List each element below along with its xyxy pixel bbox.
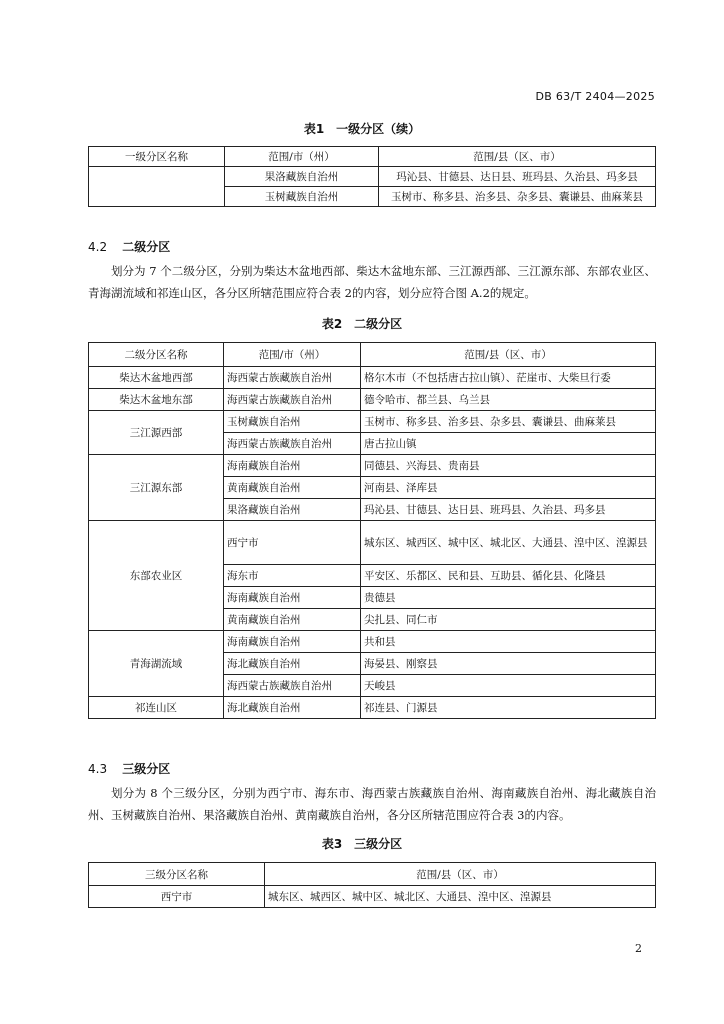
table-cell: 海南藏族自治州 — [224, 587, 361, 609]
table-row — [89, 389, 656, 411]
table-row — [89, 367, 656, 389]
table-cell: 贵德县 — [361, 587, 656, 609]
table-cell: 海南藏族自治州 — [224, 631, 361, 653]
zone-name-cell: 三江源东部 — [89, 455, 224, 521]
table-cell: 海西蒙古族藏族自治州 — [224, 675, 361, 697]
document-code-header: DB 63/T 2404—2025 — [535, 90, 655, 103]
table-header-cell: 三级分区名称 — [89, 863, 265, 886]
table-header-cell: 范围/市（州） — [225, 147, 379, 167]
table-cell: 玉树藏族自治州 — [225, 187, 379, 207]
table-cell: 玉树市、称多县、治多县、杂多县、囊谦县、曲麻莱县 — [361, 411, 656, 433]
table2 — [88, 342, 656, 719]
table-cell: 天峻县 — [361, 675, 656, 697]
zone-name-cell: 祁连山区 — [89, 697, 224, 719]
table-header-cell: 一级分区名称 — [89, 147, 225, 167]
table-cell: 海晏县、刚察县 — [361, 653, 656, 675]
section-number: 4.2 — [88, 240, 108, 254]
section-number: 4.3 — [88, 762, 108, 776]
section-4-3-heading — [88, 760, 170, 777]
zone-name-cell: 西宁市 — [89, 886, 265, 908]
table-cell: 西宁市 — [224, 521, 361, 565]
table1 — [88, 146, 656, 207]
table2-caption: 表2 二级分区 — [321, 317, 403, 331]
table-cell: 海西蒙古族藏族自治州 — [224, 433, 361, 455]
table-cell: 玉树藏族自治州 — [224, 411, 361, 433]
table-header-cell: 范围/县（区、市） — [265, 863, 656, 886]
table-cell: 海西蒙古族藏族自治州 — [224, 367, 361, 389]
table-cell: 黄南藏族自治州 — [224, 477, 361, 499]
table-header-row — [89, 863, 656, 886]
table-cell: 河南县、泽库县 — [361, 477, 656, 499]
table-cell: 玉树市、称多县、治多县、杂多县、囊谦县、曲麻莱县 — [379, 187, 656, 207]
table-cell: 祁连县、门源县 — [361, 697, 656, 719]
table-row — [89, 521, 656, 565]
table-row — [89, 411, 656, 433]
zone-name-cell: 三江源西部 — [89, 411, 224, 455]
zone-name-cell: 东部农业区 — [89, 521, 224, 631]
table-cell: 海西蒙古族藏族自治州 — [224, 389, 361, 411]
table-cell: 果洛藏族自治州 — [225, 167, 379, 187]
table-cell: 城东区、城西区、城中区、城北区、大通县、湟中区、湟源县 — [361, 521, 656, 565]
table-row — [89, 455, 656, 477]
page-number: 2 — [635, 942, 642, 955]
zone-name-cell: 青海湖流域 — [89, 631, 224, 697]
section-title: 二级分区 — [122, 240, 171, 254]
table3-caption: 表3 三级分区 — [321, 837, 403, 851]
section-4-2-heading — [88, 238, 170, 255]
table-row — [89, 167, 656, 187]
zone-name-cell: 柴达木盆地西部 — [89, 367, 224, 389]
table-cell — [89, 167, 225, 207]
table-cell: 海东市 — [224, 565, 361, 587]
table-header-cell: 二级分区名称 — [89, 343, 224, 367]
table-cell: 海北藏族自治州 — [224, 697, 361, 719]
table-cell: 同德县、兴海县、贵南县 — [361, 455, 656, 477]
table-header-cell: 范围/市（州） — [224, 343, 361, 367]
section-4-2-paragraph: 划分为 7 个二级分区，分别为柴达木盆地西部、柴达木盆地东部、三江源西部、三江源东部、东部农业区、青海湖流域和祁连山区，各分区所辖范围应符合表 2的内容，划分应符合图 A.2的规定。 — [88, 264, 656, 300]
table-row — [89, 886, 656, 908]
section-title: 三级分区 — [122, 762, 171, 776]
table-cell: 玛沁县、甘德县、达日县、班玛县、久治县、玛多县 — [361, 499, 656, 521]
table-header-row — [89, 147, 656, 167]
table-cell: 玛沁县、甘德县、达日县、班玛县、久治县、玛多县 — [379, 167, 656, 187]
table-cell: 德令哈市、都兰县、乌兰县 — [361, 389, 656, 411]
table-cell: 黄南藏族自治州 — [224, 609, 361, 631]
table-cell: 唐古拉山镇 — [361, 433, 656, 455]
table-cell: 城东区、城西区、城中区、城北区、大通县、湟中区、湟源县 — [265, 886, 656, 908]
table-cell: 海南藏族自治州 — [224, 455, 361, 477]
table1-caption: 表1 一级分区（续） — [303, 122, 421, 136]
table-header-cell: 范围/县（区、市） — [361, 343, 656, 367]
table3 — [88, 862, 656, 908]
table-cell: 共和县 — [361, 631, 656, 653]
zone-name-cell: 柴达木盆地东部 — [89, 389, 224, 411]
table-header-row — [89, 343, 656, 367]
table-cell: 果洛藏族自治州 — [224, 499, 361, 521]
table-row — [89, 697, 656, 719]
table-cell: 格尔木市（不包括唐古拉山镇）、茫崖市、大柴旦行委 — [361, 367, 656, 389]
table-cell: 海北藏族自治州 — [224, 653, 361, 675]
table-row — [89, 631, 656, 653]
table-cell: 尖扎县、同仁市 — [361, 609, 656, 631]
section-4-3-paragraph: 划分为 8 个三级分区，分别为西宁市、海东市、海西蒙古族藏族自治州、海南藏族自治州、海北藏族自治州、玉树藏族自治州、果洛藏族自治州、黄南藏族自治州，各分区所辖范围应符合表 3的内容。 — [88, 786, 656, 822]
table-header-cell: 范围/县（区、市） — [379, 147, 656, 167]
table-cell: 平安区、乐都区、民和县、互助县、循化县、化隆县 — [361, 565, 656, 587]
